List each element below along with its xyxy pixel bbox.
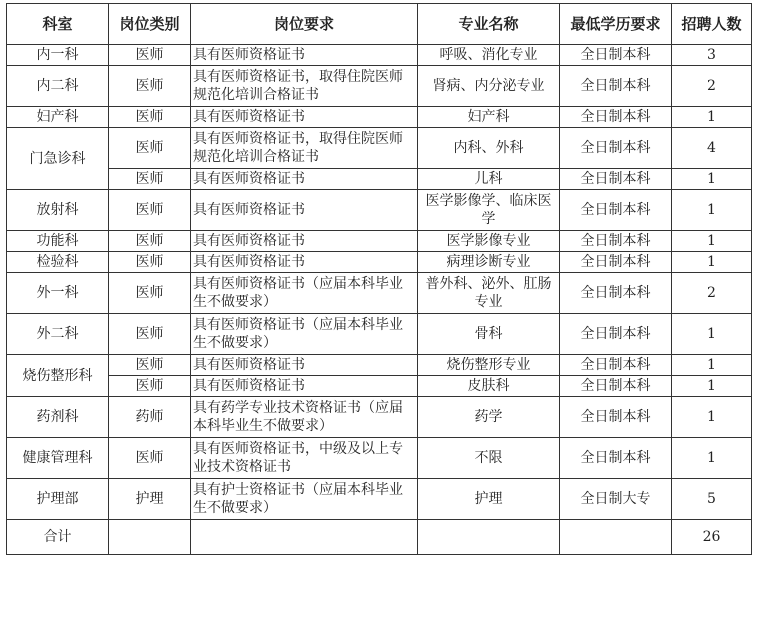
education-cell: 全日制本科: [560, 128, 672, 169]
table-row: [7, 45, 752, 66]
dept-cell: 烧伤整形科: [7, 355, 109, 397]
requirement-cell: 具有医师资格证书: [191, 376, 418, 397]
major-cell: 骨科: [418, 314, 560, 355]
requirement-cell: 具有医师资格证书: [191, 231, 418, 252]
major-cell: 普外科、泌外、肛肠专业: [418, 273, 560, 314]
total-row: [7, 520, 752, 555]
table-row: [7, 355, 752, 376]
requirement-cell: 具有医师资格证书，取得住院医师规范化培训合格证书: [191, 128, 418, 169]
category-cell: 医师: [109, 45, 191, 66]
education-cell: 全日制本科: [560, 66, 672, 107]
count-cell: 1: [672, 355, 752, 376]
count-cell: 3: [672, 45, 752, 66]
major-cell: 妇产科: [418, 107, 560, 128]
category-cell: 医师: [109, 128, 191, 169]
count-cell: 1: [672, 252, 752, 273]
empty-cell: [191, 520, 418, 555]
count-cell: 1: [672, 376, 752, 397]
major-cell: 病理诊断专业: [418, 252, 560, 273]
major-cell: 药学: [418, 397, 560, 438]
table-row: [7, 190, 752, 231]
header-dept: 科室: [7, 4, 109, 45]
count-cell: 1: [672, 314, 752, 355]
requirement-cell: 具有医师资格证书: [191, 45, 418, 66]
education-cell: 全日制本科: [560, 438, 672, 479]
dept-cell: 药剂科: [7, 397, 109, 438]
category-cell: 医师: [109, 169, 191, 190]
education-cell: 全日制本科: [560, 169, 672, 190]
education-cell: 全日制本科: [560, 376, 672, 397]
total-label: 合计: [7, 520, 109, 555]
table-row: [7, 376, 752, 397]
education-cell: 全日制本科: [560, 397, 672, 438]
education-cell: 全日制本科: [560, 107, 672, 128]
header-major: 专业名称: [418, 4, 560, 45]
major-cell: 皮肤科: [418, 376, 560, 397]
requirement-cell: 具有医师资格证书，中级及以上专业技术资格证书: [191, 438, 418, 479]
count-cell: 1: [672, 231, 752, 252]
requirement-cell: 具有医师资格证书: [191, 169, 418, 190]
dept-cell: 妇产科: [7, 107, 109, 128]
category-cell: 医师: [109, 273, 191, 314]
dept-cell: 外一科: [7, 273, 109, 314]
major-cell: 肾病、内分泌专业: [418, 66, 560, 107]
major-cell: 儿科: [418, 169, 560, 190]
category-cell: 药师: [109, 397, 191, 438]
dept-cell: 外二科: [7, 314, 109, 355]
header-category: 岗位类别: [109, 4, 191, 45]
category-cell: 医师: [109, 190, 191, 231]
major-cell: 医学影像专业: [418, 231, 560, 252]
table-row: [7, 231, 752, 252]
count-cell: 4: [672, 128, 752, 169]
category-cell: 医师: [109, 231, 191, 252]
dept-cell: 门急诊科: [7, 128, 109, 190]
table-row: [7, 107, 752, 128]
category-cell: 医师: [109, 107, 191, 128]
recruitment-table: [6, 3, 752, 555]
table-row: [7, 273, 752, 314]
table-row: [7, 252, 752, 273]
category-cell: 医师: [109, 438, 191, 479]
dept-cell: 护理部: [7, 479, 109, 520]
education-cell: 全日制本科: [560, 45, 672, 66]
count-cell: 2: [672, 273, 752, 314]
major-cell: 烧伤整形专业: [418, 355, 560, 376]
major-cell: 护理: [418, 479, 560, 520]
requirement-cell: 具有医师资格证书，取得住院医师规范化培训合格证书: [191, 66, 418, 107]
table-row: [7, 479, 752, 520]
requirement-cell: 具有药学专业技术资格证书（应届本科毕业生不做要求）: [191, 397, 418, 438]
table-row: [7, 314, 752, 355]
table-row: [7, 169, 752, 190]
empty-cell: [418, 520, 560, 555]
education-cell: 全日制本科: [560, 190, 672, 231]
count-cell: 5: [672, 479, 752, 520]
category-cell: 医师: [109, 355, 191, 376]
education-cell: 全日制本科: [560, 273, 672, 314]
count-cell: 1: [672, 438, 752, 479]
education-cell: 全日制本科: [560, 355, 672, 376]
major-cell: 内科、外科: [418, 128, 560, 169]
category-cell: 护理: [109, 479, 191, 520]
table-row: [7, 397, 752, 438]
header-row: [7, 4, 752, 45]
dept-cell: 内二科: [7, 66, 109, 107]
table-row: [7, 66, 752, 107]
requirement-cell: 具有医师资格证书: [191, 355, 418, 376]
requirement-cell: 具有医师资格证书: [191, 190, 418, 231]
category-cell: 医师: [109, 252, 191, 273]
category-cell: 医师: [109, 66, 191, 107]
education-cell: 全日制大专: [560, 479, 672, 520]
table-row: [7, 438, 752, 479]
dept-cell: 内一科: [7, 45, 109, 66]
requirement-cell: 具有医师资格证书（应届本科毕业生不做要求）: [191, 314, 418, 355]
empty-cell: [109, 520, 191, 555]
count-cell: 1: [672, 107, 752, 128]
dept-cell: 健康管理科: [7, 438, 109, 479]
category-cell: 医师: [109, 376, 191, 397]
major-cell: 医学影像学、临床医学: [418, 190, 560, 231]
major-cell: 呼吸、消化专业: [418, 45, 560, 66]
education-cell: 全日制本科: [560, 231, 672, 252]
header-education: 最低学历要求: [560, 4, 672, 45]
header-requirement: 岗位要求: [191, 4, 418, 45]
requirement-cell: 具有医师资格证书: [191, 107, 418, 128]
dept-cell: 功能科: [7, 231, 109, 252]
dept-cell: 放射科: [7, 190, 109, 231]
requirement-cell: 具有医师资格证书（应届本科毕业生不做要求）: [191, 273, 418, 314]
category-cell: 医师: [109, 314, 191, 355]
count-cell: 1: [672, 169, 752, 190]
education-cell: 全日制本科: [560, 314, 672, 355]
count-cell: 2: [672, 66, 752, 107]
total-count: 26: [672, 520, 752, 555]
count-cell: 1: [672, 397, 752, 438]
requirement-cell: 具有医师资格证书: [191, 252, 418, 273]
empty-cell: [560, 520, 672, 555]
count-cell: 1: [672, 190, 752, 231]
header-count: 招聘人数: [672, 4, 752, 45]
education-cell: 全日制本科: [560, 252, 672, 273]
table-row: [7, 128, 752, 169]
major-cell: 不限: [418, 438, 560, 479]
requirement-cell: 具有护士资格证书（应届本科毕业生不做要求）: [191, 479, 418, 520]
dept-cell: 检验科: [7, 252, 109, 273]
